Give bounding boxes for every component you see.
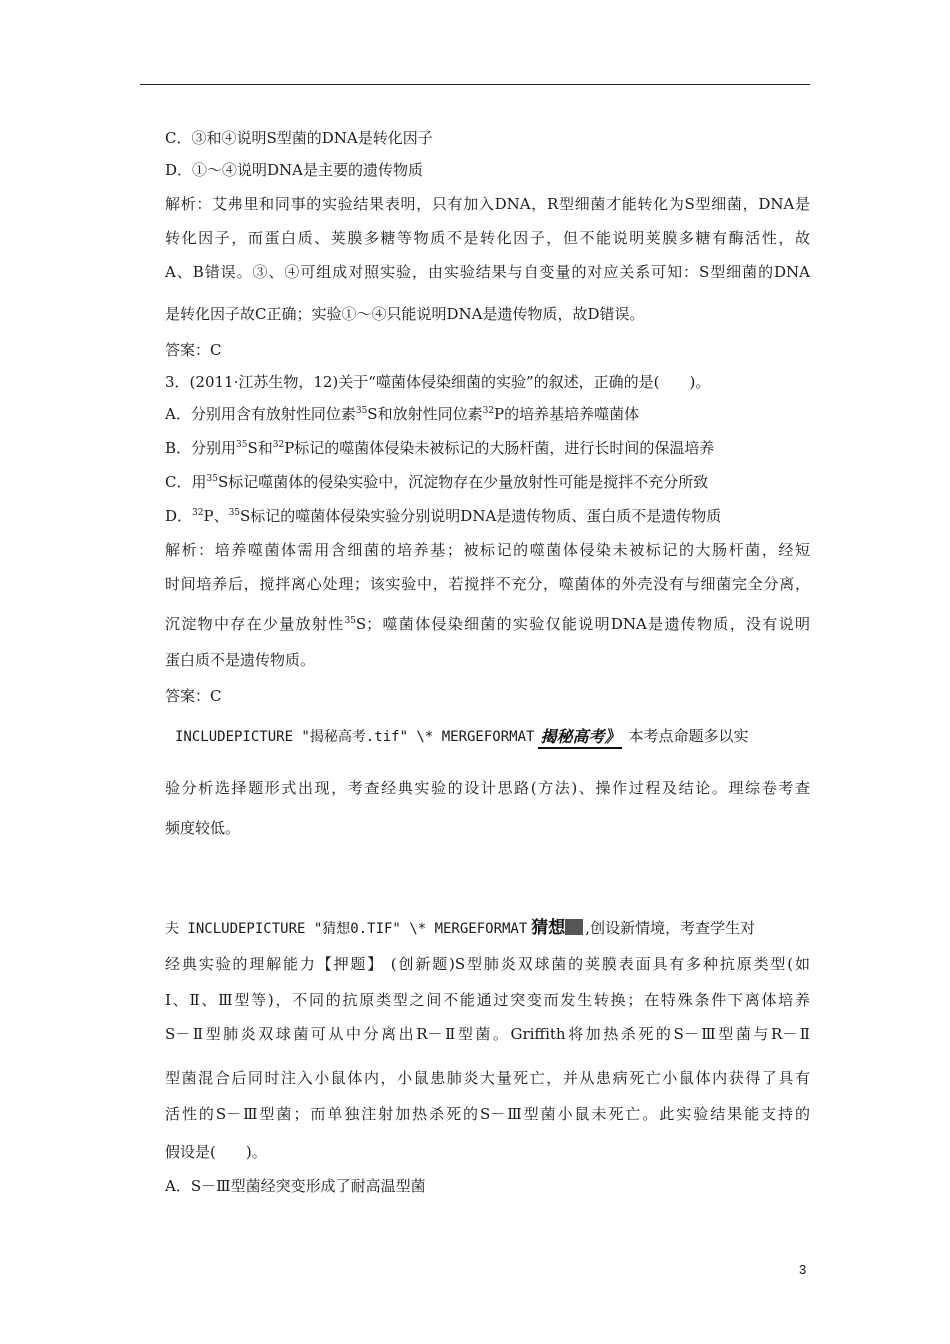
body-line: 假设是( )。 <box>165 1143 267 1161</box>
body-line: S－Ⅱ型肺炎双球菌可从中分离出R－Ⅱ型菌。Griffith将加热杀死的S－Ⅲ型菌与R－Ⅱ <box>165 1025 810 1043</box>
header-rule <box>140 84 810 85</box>
image-placeholder-icon <box>565 919 583 935</box>
option-a: A．S－Ⅲ型菌经突变形成了耐高温型菌 <box>165 1177 426 1195</box>
analysis-line: 解析：培养噬菌体需用含细菌的培养基；被标记的噬菌体侵染未被标记的大肠杆菌，经短 <box>165 541 810 559</box>
analysis-line: 沉淀物中存在少量放射性$^{35}$S；噬菌体侵染细菌的实验仅能说明DNA是遗传物质，没有说明 <box>165 615 810 633</box>
option-c: C．用$^{35}$S标记噬菌体的侵染实验中，沉淀物存在少量放射性可能是搅拌不充分所致 <box>165 473 709 491</box>
caixiang-badge: 猜想 <box>531 918 566 938</box>
option-d: D．$^{32}$P、$^{35}$S标记的噬菌体侵染实验分别说明DNA是遗传物质、蛋白质不是遗传物质 <box>165 507 722 525</box>
include-picture-line: INCLUDEPICTURE "揭秘高考.tif" \* MERGEFORMAT 揭秘高考》 本考点命题多以实 <box>175 726 748 748</box>
body-line: 活性的S－Ⅲ型菌；而单独注射加热杀死的S－Ⅲ型菌小鼠未死亡。此实验结果能支持的 <box>165 1105 810 1123</box>
page-number: 3 <box>799 1262 807 1277</box>
body-line: 验分析选择题形式出现，考查经典实验的设计思路(方法)、操作过程及结论。理综卷考查 <box>165 779 810 797</box>
analysis-line: 解析：艾弗里和同事的实验结果表明，只有加入DNA，R型细菌才能转化为S型细菌，DNA是 <box>165 195 810 213</box>
option-b: B．分别用$^{35}$S和$^{32}$P标记的噬菌体侵染未被标记的大肠杆菌，进行长时间的保温培养 <box>165 439 715 457</box>
jiemi-gaokao-badge: 揭秘高考》 <box>538 727 622 749</box>
option-c: C．③和④说明S型菌的DNA是转化因子 <box>165 129 433 147</box>
option-d: D．①～④说明DNA是主要的遗传物质 <box>165 161 424 179</box>
answer-line: 答案：C <box>165 687 222 705</box>
analysis-line: 转化因子，而蛋白质、荚膜多糖等物质不是转化因子，但不能说明荚膜多糖有酶活性，故 <box>165 229 810 247</box>
body-line: 频度较低。 <box>165 819 241 837</box>
analysis-line: A、B错误。③、④可组成对照实验，由实验结果与自变量的对应关系可知：S型细菌的DNA <box>165 263 810 281</box>
analysis-line: 时间培养后，搅拌离心处理；该实验中，若搅拌不充分，噬菌体的外壳没有与细菌完全分离， <box>165 575 810 593</box>
analysis-line: 蛋白质不是遗传物质。 <box>165 651 316 669</box>
analysis-line: 是转化因子故C正确；实验①～④只能说明DNA是遗传物质，故D错误。 <box>165 305 645 323</box>
body-line: 经典实验的理解能力【押题】 (创新题)S型肺炎双球菌的荚膜表面具有多种抗原类型(如 <box>165 955 810 973</box>
answer-line: 答案：C <box>165 341 222 359</box>
include-picture-line: 夫 INCLUDEPICTURE "猜想0.TIF" \* MERGEFORMAT 猜想 ,创设新情境，考查学生对 <box>165 918 756 938</box>
question-3: 3．(2011·江苏生物，12)关于“噬菌体侵染细菌的实验”的叙述，正确的是( )。 <box>165 373 711 391</box>
body-line: 型菌混合后同时注入小鼠体内，小鼠患肺炎大量死亡，并从患病死亡小鼠体内获得了具有 <box>165 1069 810 1087</box>
option-a: A．分别用含有放射性同位素$^{35}$S和放射性同位素$^{32}$P的培养基培养噬菌体 <box>165 405 640 423</box>
body-line: Ⅰ、Ⅱ、Ⅲ型等)，不同的抗原类型之间不能通过突变而发生转换；在特殊条件下离体培养 <box>165 991 810 1009</box>
